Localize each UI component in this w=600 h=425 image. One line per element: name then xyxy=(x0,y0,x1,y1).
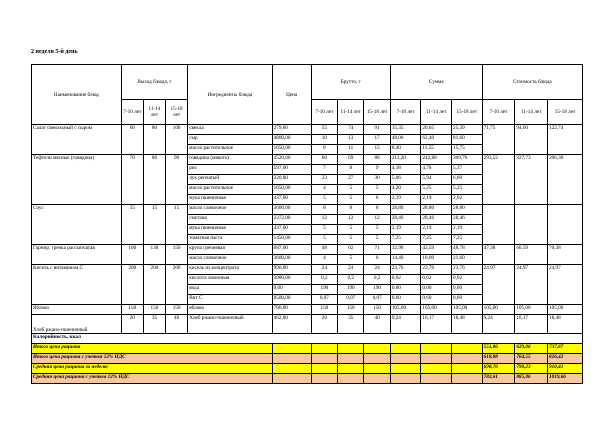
age-header: 7-10 лет xyxy=(311,100,337,125)
ingredient-name: мука пшеничная xyxy=(188,225,272,235)
sum-value: 105,00 xyxy=(421,305,452,315)
sum-value: 4,78 xyxy=(421,165,452,175)
summary-empty xyxy=(311,374,337,384)
dish-name: Кисель с витамином С xyxy=(32,265,122,305)
table-row xyxy=(32,245,583,255)
yield-value: 80 xyxy=(143,125,165,155)
brutto-value: 5 xyxy=(338,225,364,235)
ingredient-name: говядина (мякоть) xyxy=(188,155,272,165)
brutto-value: 60 xyxy=(311,155,337,165)
sum-value: 18,00 xyxy=(421,255,452,265)
summary-empty xyxy=(421,364,452,374)
yield-value: 35 xyxy=(143,315,165,334)
sum-value: 15,35 xyxy=(390,125,421,135)
table-row xyxy=(32,205,583,215)
brutto-value: 8 xyxy=(338,205,364,215)
brutto-value: 27 xyxy=(338,175,364,185)
summary-value: 1019,66 xyxy=(548,374,583,384)
brutto-value: 0,07 xyxy=(311,295,337,305)
brutto-value: 24 xyxy=(364,265,390,275)
menu-table xyxy=(31,64,583,384)
dish-cost: 18,48 xyxy=(548,315,583,334)
sum-value: 5,06 xyxy=(390,175,421,185)
brutto-value: 0,2 xyxy=(338,275,364,285)
ingredient-price: 1050,00 xyxy=(272,145,311,155)
ingredient-price: 1050,00 xyxy=(272,185,311,195)
brutto-value: 15 xyxy=(364,145,390,155)
ingredient-price: 8500,00 xyxy=(272,295,311,305)
page-title: 2 неделя 5-й день xyxy=(31,49,78,55)
dish-cost: 105,00 xyxy=(482,305,515,315)
summary-empty xyxy=(452,364,483,374)
sum-value: 5,94 xyxy=(421,175,452,185)
sum-value: 7,25 xyxy=(452,235,483,245)
sum-value: 28,46 xyxy=(452,215,483,225)
summary-empty xyxy=(272,344,311,354)
yield-value: 200 xyxy=(121,265,143,305)
sum-value: 28,46 xyxy=(421,215,452,225)
brutto-value: 20 xyxy=(311,315,337,334)
brutto-value: 24 xyxy=(311,265,337,275)
summary-empty xyxy=(452,354,483,364)
summary-empty xyxy=(311,364,337,374)
sum-value: 15,75 xyxy=(452,145,483,155)
brutto-value: 12 xyxy=(364,215,390,225)
summary-value: 698,76 xyxy=(482,364,515,374)
sum-value: 0,60 xyxy=(452,295,483,305)
brutto-value: 8 xyxy=(364,205,390,215)
sum-value: 0,62 xyxy=(452,275,483,285)
summary-label: Средняя цена рациона с учетом 12% НДС xyxy=(32,374,273,384)
sum-value: 2,19 xyxy=(390,225,421,235)
brutto-value: 10 xyxy=(311,135,337,145)
ingredient-name: лук репчатый xyxy=(188,175,272,185)
sum-value: 42,59 xyxy=(421,245,452,255)
brutto-value: 150 xyxy=(311,305,337,315)
ingredient-price: 3080,00 xyxy=(272,275,311,285)
sum-header: Сумма xyxy=(390,65,482,100)
yield-value: 200 xyxy=(143,265,165,305)
age-header: 11-14 лет xyxy=(515,100,548,125)
brutto-value: 62 xyxy=(338,245,364,255)
age-header: 15-18 лет xyxy=(452,100,483,125)
ingredient-name: вода xyxy=(188,285,272,295)
sum-value: 4,18 xyxy=(390,165,421,175)
dish-name: Тефтели мясные (говядина) xyxy=(32,155,122,205)
sum-value: 8,40 xyxy=(390,145,421,155)
dish-cost: 70,38 xyxy=(548,245,583,265)
ingredient-price: 279,00 xyxy=(272,125,311,135)
summary-empty xyxy=(311,344,337,354)
yield-value: 60 xyxy=(121,125,143,155)
sum-value: 105,00 xyxy=(390,305,421,315)
brutto-value: 5 xyxy=(311,235,337,245)
dish-cost xyxy=(482,205,515,245)
dish-cost: 105,00 xyxy=(548,305,583,315)
brutto-value: 5 xyxy=(338,195,364,205)
ingredient-name: томатная паста xyxy=(188,235,272,245)
ingredient-price: 220,00 xyxy=(272,175,311,185)
ingredient-name: кисель из концентрата xyxy=(188,265,272,275)
age-header: 7-10 лет xyxy=(121,100,143,125)
sum-value: 9,24 xyxy=(390,315,421,334)
ingredient-name: рис xyxy=(188,165,272,175)
brutto-value: 5 xyxy=(311,195,337,205)
table-row xyxy=(32,155,583,165)
sum-value: 28,80 xyxy=(452,205,483,215)
brutto-value: 5 xyxy=(338,255,364,265)
ingredient-price: 687,00 xyxy=(272,245,311,255)
age-header: 7-10 лет xyxy=(390,100,421,125)
summary-value: 782,61 xyxy=(482,374,515,384)
sum-value: 242,88 xyxy=(421,155,452,165)
summary-empty xyxy=(390,344,421,354)
brutto-value: 40 xyxy=(364,315,390,334)
dish-cost: 24,97 xyxy=(548,265,583,305)
summary-row xyxy=(32,344,583,354)
yield-value: 150 xyxy=(166,305,188,315)
sum-value: 105,00 xyxy=(452,305,483,315)
ingredient-name: масло растительное xyxy=(188,145,272,155)
summary-empty xyxy=(390,354,421,364)
ingredient-name: сыр xyxy=(188,135,272,145)
sum-value: 16,17 xyxy=(421,315,452,334)
summary-label: Итого цена рациона xyxy=(32,344,273,354)
brutto-value: 12 xyxy=(311,215,337,225)
brutto-value: 4 xyxy=(311,185,337,195)
dish-cost: 24,97 xyxy=(482,265,515,305)
age-header: 15-18 лет xyxy=(548,100,583,125)
brutto-value: 190 xyxy=(364,285,390,295)
summary-value: 618,08 xyxy=(482,354,515,364)
brutto-value: 6 xyxy=(364,255,390,265)
brutto-value: 8 xyxy=(311,205,337,215)
summary-value: 910,41 xyxy=(548,364,583,374)
dish-cost: 327,73 xyxy=(515,155,548,205)
brutto-value: 5 xyxy=(311,225,337,235)
ingredient-price: 1450,00 xyxy=(272,235,311,245)
brutto-value: 150 xyxy=(364,305,390,315)
ingredient-price: 990,00 xyxy=(272,265,311,275)
sum-value: 28,46 xyxy=(390,215,421,225)
brutto-value: 30 xyxy=(364,175,390,185)
yield-value: 100 xyxy=(121,245,143,265)
brutto-value: 5 xyxy=(364,235,390,245)
yield-value: 90 xyxy=(166,155,188,205)
yield-value: 15 xyxy=(121,205,143,245)
summary-row xyxy=(32,374,583,384)
brutto-value: 150 xyxy=(338,305,364,315)
brutto-value: 11 xyxy=(338,145,364,155)
summary-empty xyxy=(364,374,390,384)
yield-value: 80 xyxy=(143,155,165,205)
ingredient-price: 2372,00 xyxy=(272,215,311,225)
summary-row xyxy=(32,354,583,364)
yield-value: 40 xyxy=(166,315,188,334)
age-header: 15-18 лет xyxy=(166,100,188,125)
brutto-value: 9 xyxy=(364,165,390,175)
yield-value: 15 xyxy=(166,205,188,245)
brutto-value: 5 xyxy=(338,185,364,195)
yield-value: 150 xyxy=(166,245,188,265)
dish-cost: 94,60 xyxy=(515,125,548,155)
yield-header: Выход блюда, г xyxy=(121,65,188,100)
summary-empty xyxy=(390,364,421,374)
summary-row xyxy=(32,364,583,374)
ingredient-name: мука пшеничная xyxy=(188,195,272,205)
summary-empty xyxy=(272,364,311,374)
sum-value: 11,55 xyxy=(421,145,452,155)
summary-empty xyxy=(421,344,452,354)
dish-name: Салат свекольный с сыром xyxy=(32,125,122,155)
table-row xyxy=(32,315,583,334)
age-header: 15-18 лет xyxy=(364,100,390,125)
ingredient-name: сметана xyxy=(188,215,272,225)
yield-value: 70 xyxy=(121,155,143,205)
dish-cost xyxy=(548,205,583,245)
age-header: 11-14 лет xyxy=(421,100,452,125)
sum-value: 21,60 xyxy=(452,255,483,265)
brutto-value: 55 xyxy=(311,125,337,135)
summary-value: 826,42 xyxy=(548,354,583,364)
brutto-value: 7 xyxy=(311,165,337,175)
ingredient-name: Хлеб ржано-пшеничный xyxy=(188,315,272,334)
sum-value: 2,62 xyxy=(452,195,483,205)
sum-value: 48,78 xyxy=(452,245,483,255)
summary-empty xyxy=(338,354,364,364)
ingredient-price: 437,00 xyxy=(272,225,311,235)
ingredient-name: Вит С xyxy=(188,295,272,305)
sum-value: 25,39 xyxy=(452,125,483,135)
dish-cost: 293,52 xyxy=(482,155,515,205)
brutto-value: 8 xyxy=(311,145,337,155)
dish-name: Гарнир: гречка рассыпчатая xyxy=(32,245,122,265)
summary-rows xyxy=(32,334,583,384)
summary-empty xyxy=(421,374,452,384)
age-header: 11-14 лет xyxy=(338,100,364,125)
summary-value: 885,06 xyxy=(515,374,548,384)
ingredient-name: свекла xyxy=(188,125,272,135)
sum-value: 2,19 xyxy=(421,225,452,235)
sum-value: 28,80 xyxy=(390,205,421,215)
sum-value: 5,25 xyxy=(421,185,452,195)
ingredient-price: 462,00 xyxy=(272,315,311,334)
summary-empty xyxy=(390,374,421,384)
yield-value: 20 xyxy=(121,315,143,334)
summary-value: 790,23 xyxy=(515,364,548,374)
brutto-value: 69 xyxy=(338,155,364,165)
sum-value: 6,60 xyxy=(452,175,483,185)
sum-value: 7,25 xyxy=(390,235,421,245)
sum-value: 14,40 xyxy=(390,255,421,265)
summary-value: 629,06 xyxy=(515,344,548,354)
sum-value: 211,20 xyxy=(390,155,421,165)
sum-value: 48,00 xyxy=(390,135,421,145)
dish-cost: 24,97 xyxy=(515,265,548,305)
sum-value: 62,40 xyxy=(421,135,452,145)
yield-value: 100 xyxy=(166,125,188,155)
brutto-value: 13 xyxy=(338,135,364,145)
summary-empty xyxy=(364,344,390,354)
brutto-value: 48 xyxy=(311,245,337,255)
yield-value: 15 xyxy=(143,205,165,245)
ingredient-name: кислота лимонная xyxy=(188,275,272,285)
sum-value: 81,60 xyxy=(452,135,483,145)
table-row xyxy=(32,265,583,275)
summary-empty xyxy=(338,374,364,384)
sum-value: 0,60 xyxy=(390,295,421,305)
brutto-value: 0,2 xyxy=(364,275,390,285)
dish-cost: 16,17 xyxy=(515,315,548,334)
calories-label: Калорийность, ккал xyxy=(32,334,583,344)
sum-value: 309,76 xyxy=(452,155,483,165)
dish-cost: 60,59 xyxy=(515,245,548,265)
summary-label: Итого цена рациона с учетом 12% НДС xyxy=(32,354,273,364)
age-header: 11-14 лет xyxy=(143,100,165,125)
brutto-value: 24 xyxy=(338,265,364,275)
yield-value: 130 xyxy=(143,245,165,265)
sum-value: 4,20 xyxy=(390,185,421,195)
brutto-value: 88 xyxy=(364,155,390,165)
brutto-value: 0,2 xyxy=(311,275,337,285)
brutto-value: 5 xyxy=(364,225,390,235)
brutto-value: 6 xyxy=(364,195,390,205)
yield-value: 200 xyxy=(166,265,188,305)
ingredient-name: крупа гречневая xyxy=(188,245,272,255)
summary-empty xyxy=(452,374,483,384)
brutto-value: 12 xyxy=(338,215,364,225)
ingredient-name: масло сливочное xyxy=(188,205,272,215)
sum-value: 18,48 xyxy=(452,315,483,334)
dish-cost: 396,30 xyxy=(548,155,583,205)
summary-empty xyxy=(272,374,311,384)
sum-value: 2,19 xyxy=(390,195,421,205)
ingredient-price: 0,00 xyxy=(272,285,311,295)
ingredient-price: 4800,00 xyxy=(272,135,311,145)
sum-value: 0,00 xyxy=(390,285,421,295)
sum-value: 28,80 xyxy=(421,205,452,215)
dish-name: Хлеб ржано-пшеничный xyxy=(32,315,122,334)
ingredient-name: яблоко xyxy=(188,305,272,315)
brutto-value: 71 xyxy=(364,245,390,255)
brutto-value: 5 xyxy=(338,235,364,245)
sum-value: 2,19 xyxy=(421,195,452,205)
table-row xyxy=(32,305,583,315)
summary-empty xyxy=(364,354,390,364)
sum-value: 0,00 xyxy=(421,285,452,295)
cost-header: Стоимость блюда xyxy=(482,65,582,100)
dish-rows xyxy=(32,125,583,334)
ingredient-name: масло растительное xyxy=(188,185,272,195)
brutto-value: 8 xyxy=(338,165,364,175)
brutto-value: 0,07 xyxy=(364,295,390,305)
summary-empty xyxy=(338,364,364,374)
sum-value: 7,25 xyxy=(421,235,452,245)
sum-value: 20,65 xyxy=(421,125,452,135)
sum-value: 0,60 xyxy=(421,295,452,305)
summary-empty xyxy=(364,364,390,374)
ingredient-price: 700,00 xyxy=(272,305,311,315)
brutto-header: Брутто, г xyxy=(311,65,390,100)
ingredient-price: 3600,00 xyxy=(272,255,311,265)
sum-value: 23,76 xyxy=(421,265,452,275)
sum-value: 23,76 xyxy=(390,265,421,275)
summary-empty xyxy=(421,354,452,364)
summary-value: 737,87 xyxy=(548,344,583,354)
price-header: Цена xyxy=(272,65,311,125)
brutto-value: 4 xyxy=(311,255,337,265)
brutto-value: 35 xyxy=(338,315,364,334)
dish-cost: 47,38 xyxy=(482,245,515,265)
ingredient-price: 3600,00 xyxy=(272,205,311,215)
summary-label: Средняя цена рациона за неделю xyxy=(32,364,273,374)
sum-value: 23,76 xyxy=(452,265,483,275)
summary-value: 704,55 xyxy=(515,354,548,364)
brutto-value: 0,07 xyxy=(338,295,364,305)
table-row xyxy=(32,125,583,135)
dish-cost xyxy=(515,205,548,245)
dish-cost: 71,75 xyxy=(482,125,515,155)
sum-value: 5,37 xyxy=(452,165,483,175)
dish-cost: 122,74 xyxy=(548,125,583,155)
yield-value: 150 xyxy=(143,305,165,315)
brutto-value: 17 xyxy=(364,135,390,145)
summary-empty xyxy=(452,344,483,354)
dish-name: Яблоко xyxy=(32,305,122,315)
sum-value: 5,25 xyxy=(452,185,483,195)
dish-cost: 9,24 xyxy=(482,315,515,334)
yield-value: 150 xyxy=(121,305,143,315)
sum-value: 0,62 xyxy=(421,275,452,285)
dish-name-header: Наименование блюд xyxy=(32,65,122,125)
brutto-value: 190 xyxy=(338,285,364,295)
brutto-value: 190 xyxy=(311,285,337,295)
sum-value: 0,62 xyxy=(390,275,421,285)
age-header: 7-10 лет xyxy=(482,100,515,125)
summary-empty xyxy=(311,354,337,364)
brutto-value: 23 xyxy=(311,175,337,185)
brutto-value: 91 xyxy=(364,125,390,135)
brutto-value: 5 xyxy=(364,185,390,195)
ingredient-price: 437,00 xyxy=(272,195,311,205)
summary-empty xyxy=(272,354,311,364)
summary-value: 551,86 xyxy=(482,344,515,354)
ingredient-name: масло сливочное xyxy=(188,255,272,265)
ingredient-price: 597,00 xyxy=(272,165,311,175)
sum-value: 32,98 xyxy=(390,245,421,255)
summary-empty xyxy=(338,344,364,354)
dish-cost: 105,00 xyxy=(515,305,548,315)
ingredients-header: Ингредиенты блюда xyxy=(188,65,272,125)
sum-value: 0,00 xyxy=(452,285,483,295)
sum-value: 2,19 xyxy=(452,225,483,235)
ingredient-price: 3520,00 xyxy=(272,155,311,165)
dish-name: Соус xyxy=(32,205,122,245)
brutto-value: 74 xyxy=(338,125,364,135)
